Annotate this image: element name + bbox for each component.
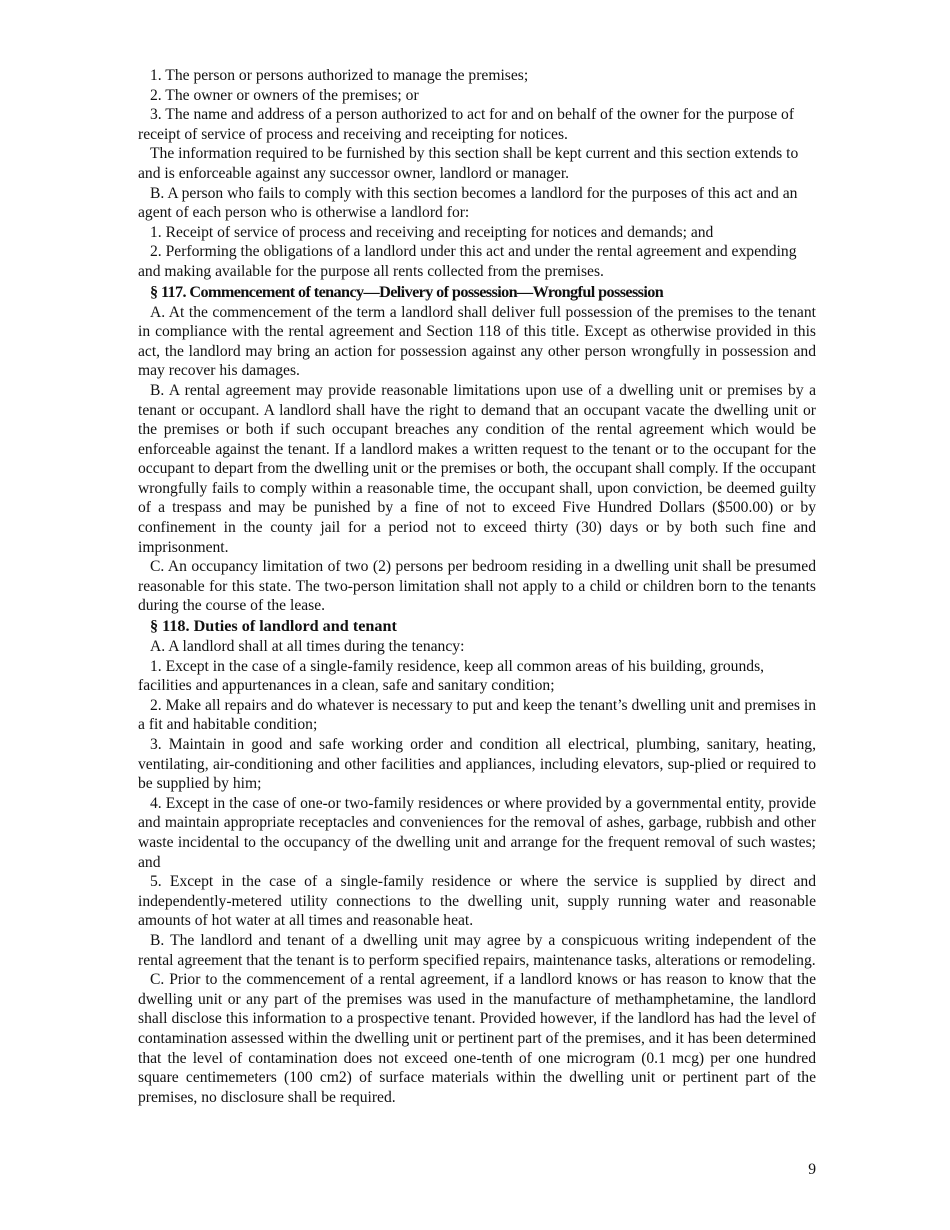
paragraph: B. A person who fails to comply with this section becomes a landlord for the purposes of this act and an agent of each person who is otherwise a landlord for: bbox=[138, 184, 798, 222]
paragraph: 2. Make all repairs and do whatever is necessary to put and keep the tenant’s dwelling unit and premises in a fit and habitable condition; bbox=[138, 696, 817, 734]
paragraph: A. A landlord shall at all times during the tenancy: bbox=[150, 638, 465, 656]
page-body bbox=[138, 66, 816, 1107]
paragraph: B. The landlord and tenant of a dwelling unit may agree by a conspicuous writing independent of the rental agreement that the tenant is to perform specified repairs, maintenance tasks, alterations or remodeling. bbox=[138, 931, 816, 969]
page-number: 9 bbox=[808, 1161, 816, 1178]
paragraph: 4. Except in the case of one-or two-family residences or where provided by a governmental entity, provide and maintain appropriate receptacles and conveniences for the removal of ashes, garbage, rubbish and other waste incidental to the occupancy of the dwelling unit and arrange for the frequent removal of such wastes; and bbox=[138, 794, 816, 871]
paragraph: 1. Except in the case of a single-family residence, keep all common areas of his building, grounds, facilities and appurtenances in a clean, safe and sanitary condition; bbox=[138, 657, 765, 695]
paragraph: 1. The person or persons authorized to manage the premises; bbox=[150, 67, 529, 84]
paragraph: C. An occupancy limitation of two (2) persons per bedroom residing in a dwelling unit shall be presumed reasonable for this state. The two-person limitation shall not apply to a child or children born to the tenants during the course of the lease. bbox=[138, 558, 816, 615]
paragraph: C. Prior to the commencement of a rental agreement, if a landlord knows or has reason to know that the dwelling unit or any part of the premises was used in the manufacture of methamphetamine, the landlord shall disclose this information to a prospective tenant. Provided however, if the landlord has had the level of contamination assessed within the dwelling unit or pertinent part of the premises, and it has been determined that the level of contamination does not exceed one-tenth of one microgram (0.1 mcg) per one hundred square centimemeters (100 cm2) of surface materials within the dwelling unit or pertinent part of the premises, no disclosure shall be required. bbox=[138, 971, 816, 1106]
paragraph: 5. Except in the case of a single-family residence or where the service is supplied by direct and independently-metered utility connections to the dwelling unit, supply running water and reasonable amounts of hot water at all times and reasonable heat. bbox=[138, 873, 816, 930]
paragraph: The information required to be furnished by this section shall be kept current and this section extends to and is enforceable against any successor owner, landlord or manager. bbox=[138, 145, 799, 182]
paragraph: 1. Receipt of service of process and receiving and receipting for notices and demands; and bbox=[150, 223, 714, 241]
paragraph: 2. The owner or owners of the premises; or bbox=[150, 86, 419, 104]
paragraph: 2. Performing the obligations of a landlord under this act and under the rental agreement and expending and making available for the purpose all rents collected from the premises. bbox=[138, 243, 797, 280]
paragraph: A. At the commencement of the term a landlord shall deliver full possession of the premises to the tenant in compliance with the rental agreement and Section 118 of this title. Except as otherwise provided in this act, the landlord may bring an action for possession against any other person wrongfully in possession and may recover his damages. bbox=[138, 303, 816, 380]
section-118-heading: § 118. Duties of landlord and tenant bbox=[150, 617, 397, 636]
paragraph: B. A rental agreement may provide reasonable limitations upon use of a dwelling unit or premises by a tenant or occupant. A landlord shall have the right to demand that an occupant vacate the dwelling unit or the premises or both if such occupant breaches any condition of the rental agreement which would be enforceable against the tenant. If a landlord makes a written request to the tenant or to the occupant for the occupant to depart from the dwelling unit or the premises or both, the occupant shall comply. If the occupant wrongfully fails to comply within a reasonable time, the occupant shall, upon conviction, be deemed guilty of a trespass and may be punished by a fine of not to exceed Five Hundred Dollars ($500.00) or by confinement in the county jail for a period not to exceed thirty (30) days or by both such fine and imprisonment. bbox=[138, 381, 816, 556]
paragraph: 3. The name and address of a person authorized to act for and on behalf of the owner for the purpose of receipt of service of process and receiving and receipting for notices. bbox=[138, 106, 795, 143]
paragraph: 3. Maintain in good and safe working order and condition all electrical, plumbing, sanitary, heating, ventilating, air-conditioning and other facilities and appliances, including elevators, sup-plied or required to be supplied by him; bbox=[138, 736, 816, 793]
section-117-heading: § 117. Commencement of tenancy—Delivery of possession—Wrongful possession bbox=[150, 282, 664, 301]
